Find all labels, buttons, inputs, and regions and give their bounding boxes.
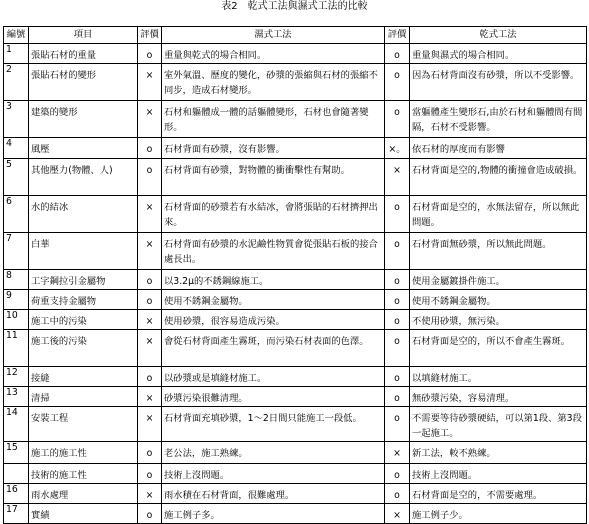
dry-evaluation-cell <box>385 196 410 233</box>
wet-evaluation: o <box>146 470 153 481</box>
table-row <box>4 330 587 367</box>
table-row <box>4 407 587 442</box>
wet-evaluation-cell <box>138 367 162 387</box>
dry-description-cell <box>410 464 587 484</box>
wet-description-cell <box>162 330 385 367</box>
dry-description-cell <box>410 196 587 233</box>
wet-description: 使用砂漿，很容易造成污染。 <box>164 316 285 327</box>
dry-description: 不需要等待砂漿硬結，可以第1段、第3段一起施工。 <box>412 413 582 439</box>
row-item: 建築的變形 <box>31 107 78 118</box>
dry-evaluation-cell <box>385 330 410 367</box>
row-item-cell <box>29 442 138 464</box>
row-number-cell <box>4 464 29 484</box>
dry-description: 因為石材背面沒有砂漿，所以不受影響。 <box>412 70 580 81</box>
wet-description-cell <box>162 101 385 138</box>
wet-description-cell <box>162 407 385 442</box>
wet-description-cell <box>162 464 385 484</box>
row-number: 17 <box>6 504 18 515</box>
wet-evaluation-cell <box>138 44 162 64</box>
wet-description-cell <box>162 233 385 270</box>
row-number-cell <box>4 101 29 138</box>
row-item: 雨水處理 <box>31 490 69 501</box>
wet-evaluation-cell <box>138 138 162 159</box>
wet-evaluation: × <box>145 316 154 327</box>
wet-evaluation-cell <box>138 233 162 270</box>
dry-description-cell <box>410 44 587 64</box>
dry-description: 石材背面是空的，不需要處理。 <box>412 490 543 501</box>
table-row <box>4 270 587 290</box>
wet-description: 技術上沒問題。 <box>164 470 230 481</box>
row-item: 施工中的污染 <box>31 316 87 327</box>
row-number: 15 <box>6 442 18 453</box>
dry-description-cell <box>410 330 587 367</box>
dry-evaluation-cell <box>385 138 410 159</box>
dry-description-cell <box>410 138 587 159</box>
row-item: 清掃 <box>31 393 50 404</box>
wet-evaluation: o <box>146 510 153 521</box>
dry-evaluation-cell <box>385 484 410 504</box>
table-row <box>4 159 587 196</box>
wet-evaluation: × <box>145 490 154 501</box>
wet-description-cell <box>162 64 385 101</box>
row-number: 16 <box>6 484 18 495</box>
row-item-cell <box>29 138 138 159</box>
dry-evaluation-cell <box>385 44 410 64</box>
row-item-cell <box>29 159 138 196</box>
dry-description: 施工例子少。 <box>412 510 468 521</box>
dry-evaluation: o <box>394 316 400 327</box>
wet-description-cell <box>162 290 385 310</box>
dry-evaluation: o <box>394 393 400 404</box>
dry-description-cell <box>410 442 587 464</box>
row-number: 3 <box>6 101 12 112</box>
wet-evaluation: o <box>146 448 153 459</box>
row-item-cell <box>29 270 138 290</box>
row-item-cell <box>29 310 138 330</box>
header-item: 項目 <box>29 27 138 44</box>
dry-evaluation: o <box>394 50 400 61</box>
wet-evaluation: × <box>145 393 154 404</box>
dry-evaluation: o <box>394 336 400 347</box>
dry-description: 石材背面無砂漿，所以無此問題。 <box>412 239 552 250</box>
dry-evaluation-cell <box>385 367 410 387</box>
wet-description-cell <box>162 310 385 330</box>
row-item: 其他壓力(物體、人) <box>31 165 113 176</box>
row-item: 工字鋼拉引金屬物 <box>31 276 106 287</box>
dry-evaluation-cell <box>385 290 410 310</box>
wet-evaluation-cell <box>138 387 162 407</box>
wet-evaluation: × <box>145 202 154 213</box>
row-item: 接縫 <box>31 373 50 384</box>
dry-description-cell <box>410 101 587 138</box>
row-number: 13 <box>6 387 18 398</box>
row-number: 6 <box>6 196 12 207</box>
row-number: 14 <box>6 407 18 418</box>
dry-evaluation-cell <box>385 101 410 138</box>
wet-description: 石材背面有砂漿，對物體的衝衝擊性有幫助。 <box>164 165 350 176</box>
dry-description: 依石材的厚度而有影響 <box>412 144 505 155</box>
dry-evaluation: o <box>394 70 400 81</box>
wet-description: 重量與乾式的場合相同。 <box>164 50 267 61</box>
header-dry-method: 乾式工法 <box>410 27 587 44</box>
row-number: 11 <box>6 330 18 341</box>
row-number-cell <box>4 310 29 330</box>
dry-evaluation: o <box>394 373 400 384</box>
header-wet-method: 濕式工法 <box>162 27 385 44</box>
dry-description-cell <box>410 310 587 330</box>
wet-evaluation: o <box>146 373 153 384</box>
row-item-cell <box>29 101 138 138</box>
wet-evaluation: × <box>145 336 154 347</box>
dry-evaluation: o <box>394 413 400 424</box>
wet-description: 雨水積在石材背面，很難處理。 <box>164 490 295 501</box>
row-number-cell <box>4 290 29 310</box>
row-number: 4 <box>6 138 12 149</box>
wet-evaluation-cell <box>138 407 162 442</box>
wet-description: 老公法，施工熟練。 <box>164 448 248 459</box>
wet-description-cell <box>162 387 385 407</box>
row-item-cell <box>29 290 138 310</box>
row-item-cell <box>29 64 138 101</box>
row-item-cell <box>29 484 138 504</box>
table-row <box>4 290 587 310</box>
wet-description: 會從石材背面產生霧斑，而污染石材表面的色澤。 <box>164 336 369 347</box>
row-number-cell <box>4 138 29 159</box>
dry-evaluation-cell <box>385 464 410 484</box>
dry-description-cell <box>410 233 587 270</box>
row-item: 施工的施工性 <box>31 448 87 459</box>
dry-description: 重量與濕式的場合相同。 <box>412 50 515 61</box>
dry-description: 不使用砂漿，無污染。 <box>412 316 505 327</box>
row-item-cell <box>29 330 138 367</box>
row-number: 9 <box>6 290 12 301</box>
dry-evaluation-cell <box>385 442 410 464</box>
row-item-cell <box>29 367 138 387</box>
wet-evaluation-cell <box>138 442 162 464</box>
wet-evaluation-cell <box>138 310 162 330</box>
dry-description-cell <box>410 387 587 407</box>
wet-description: 室外氣溫、歷度的變化，砂漿的張縮與石材的張縮不同步，造成石材變形。 <box>164 70 378 96</box>
wet-description-cell <box>162 196 385 233</box>
row-number-cell <box>4 196 29 233</box>
row-item: 風壓 <box>31 144 50 155</box>
wet-description-cell <box>162 367 385 387</box>
wet-evaluation: o <box>146 296 153 307</box>
wet-evaluation: × <box>145 107 154 118</box>
table-row <box>4 484 587 504</box>
dry-evaluation-cell <box>385 387 410 407</box>
wet-description-cell <box>162 138 385 159</box>
wet-description: 石材背面充填砂漿，1～2日間只能施工一段低。 <box>164 413 362 424</box>
row-number: 1 <box>6 44 12 55</box>
wet-evaluation-cell <box>138 270 162 290</box>
dry-evaluation: × <box>393 510 401 521</box>
dry-description-cell <box>410 64 587 101</box>
row-number-cell <box>4 442 29 464</box>
header-eval-wet: 評價 <box>138 27 162 44</box>
wet-evaluation: o <box>146 144 153 155</box>
row-item: 白華 <box>31 239 50 250</box>
row-item: 施工後的污染 <box>31 336 87 347</box>
dry-description: 石材背面是空的，水無法留存，所以無此問題。 <box>412 202 580 228</box>
dry-evaluation: × <box>393 448 401 459</box>
row-item-cell <box>29 464 138 484</box>
table-row <box>4 464 587 484</box>
dry-evaluation: o <box>394 276 400 287</box>
row-number-cell <box>4 270 29 290</box>
table-row <box>4 138 587 159</box>
wet-evaluation: × <box>145 70 154 81</box>
row-number: 10 <box>6 310 18 321</box>
dry-description: 石材背面是空的，所以不會產生霧斑。 <box>412 336 571 347</box>
header-eval-dry: 評價 <box>385 27 410 44</box>
table-header-row <box>4 27 587 44</box>
dry-description: 新工法，較不熟練。 <box>412 448 496 459</box>
table-row <box>4 310 587 330</box>
wet-evaluation-cell <box>138 159 162 196</box>
wet-description: 以3.2μ的不銹鋼線施工。 <box>164 276 269 287</box>
dry-description: 使用不銹鋼金屬物。 <box>412 296 496 307</box>
row-item-cell <box>29 407 138 442</box>
comparison-table <box>3 26 587 524</box>
wet-evaluation: o <box>146 50 153 61</box>
wet-description: 石材背面有砂漿的水泥鹼性物質會從張貼石板的接合處長出。 <box>164 239 378 265</box>
row-number: 5 <box>6 159 12 170</box>
row-item: 荷重支持金屬物 <box>31 296 97 307</box>
wet-evaluation: × <box>145 413 154 424</box>
dry-description-cell <box>410 407 587 442</box>
row-number-cell <box>4 387 29 407</box>
wet-description: 使用不銹鋼金屬物。 <box>164 296 248 307</box>
table-row <box>4 196 587 233</box>
row-item-cell <box>29 387 138 407</box>
wet-description: 砂漿污染很難清理。 <box>164 393 248 404</box>
wet-evaluation-cell <box>138 484 162 504</box>
row-item: 水的結冰 <box>31 202 69 213</box>
dry-description: 當軀體產生變形石,由於石材和軀體間有間隔，石材不受影響。 <box>412 107 583 133</box>
wet-description-cell <box>162 159 385 196</box>
header-no: 編號 <box>4 27 29 44</box>
dry-evaluation-cell <box>385 64 410 101</box>
dry-evaluation: o <box>394 202 400 213</box>
dry-evaluation-cell <box>385 159 410 196</box>
row-number-cell <box>4 233 29 270</box>
table-row <box>4 64 587 101</box>
dry-description-cell <box>410 484 587 504</box>
dry-evaluation-cell <box>385 270 410 290</box>
dry-description-cell <box>410 367 587 387</box>
row-item: 安裝工程 <box>31 413 69 424</box>
row-number-cell <box>4 64 29 101</box>
wet-description: 施工例子多。 <box>164 510 220 521</box>
wet-description-cell <box>162 484 385 504</box>
wet-evaluation-cell <box>138 101 162 138</box>
row-number: 12 <box>6 367 18 378</box>
row-number-cell <box>4 367 29 387</box>
dry-evaluation: ×。 <box>388 144 406 155</box>
row-number-cell <box>4 44 29 64</box>
row-number-cell <box>4 159 29 196</box>
dry-description: 使用金屬鍍掛件施工。 <box>412 276 505 287</box>
table-row <box>4 44 587 64</box>
wet-description: 以砂漿或是填縫材施工。 <box>164 373 267 384</box>
wet-description-cell <box>162 270 385 290</box>
wet-description-cell <box>162 44 385 64</box>
row-item-cell <box>29 233 138 270</box>
wet-evaluation: × <box>145 239 154 250</box>
wet-evaluation-cell <box>138 64 162 101</box>
dry-evaluation: o <box>394 490 400 501</box>
wet-evaluation-cell <box>138 196 162 233</box>
row-number: 2 <box>6 64 12 75</box>
row-item: 張貼石材的變形 <box>31 70 97 81</box>
table-row <box>4 387 587 407</box>
wet-description: 石材背面的砂漿若有水結冰，會將張貼的石材擠押出來。 <box>164 202 378 228</box>
row-item: 張貼石材的重量 <box>31 50 97 61</box>
dry-evaluation: o <box>394 470 400 481</box>
table-row <box>4 233 587 270</box>
dry-evaluation-cell <box>385 233 410 270</box>
dry-description: 無砂漿污染，容易清理。 <box>412 393 515 404</box>
dry-description: 技術上沒問題。 <box>412 470 478 481</box>
row-item: 實績 <box>31 510 50 521</box>
wet-evaluation: o <box>146 165 153 176</box>
table-row <box>4 101 587 138</box>
wet-evaluation-cell <box>138 290 162 310</box>
dry-evaluation: × <box>393 165 401 176</box>
dry-description-cell <box>410 159 587 196</box>
dry-description-cell <box>410 290 587 310</box>
row-item-cell <box>29 196 138 233</box>
row-item: 技術的施工性 <box>31 470 87 481</box>
dry-evaluation-cell <box>385 407 410 442</box>
dry-description: 石材背面是空的,物體的衝撞會造成破損。 <box>412 165 583 176</box>
row-number: 8 <box>6 270 12 281</box>
row-number: 7 <box>6 233 12 244</box>
wet-description: 石材和軀體成一體的話軀體變形，石材也會隨著變形。 <box>164 107 369 133</box>
row-number-cell <box>4 407 29 442</box>
dry-evaluation: o <box>394 107 400 118</box>
table-title: 表2 乾式工法與濕式工法的比較 <box>221 1 368 12</box>
row-item-cell <box>29 44 138 64</box>
wet-evaluation-cell <box>138 330 162 367</box>
row-number-cell <box>4 330 29 367</box>
row-number-cell <box>4 484 29 504</box>
dry-evaluation: o <box>394 296 400 307</box>
dry-evaluation: o <box>394 239 400 250</box>
wet-description: 石材背面有砂漿，沒有影響。 <box>164 144 285 155</box>
wet-evaluation-cell <box>138 464 162 484</box>
dry-evaluation-cell <box>385 310 410 330</box>
wet-evaluation: o <box>146 276 153 287</box>
wet-description-cell <box>162 442 385 464</box>
table-row <box>4 367 587 387</box>
dry-description-cell <box>410 270 587 290</box>
dry-description: 以填縫材施工。 <box>412 373 478 384</box>
table-row <box>4 442 587 464</box>
